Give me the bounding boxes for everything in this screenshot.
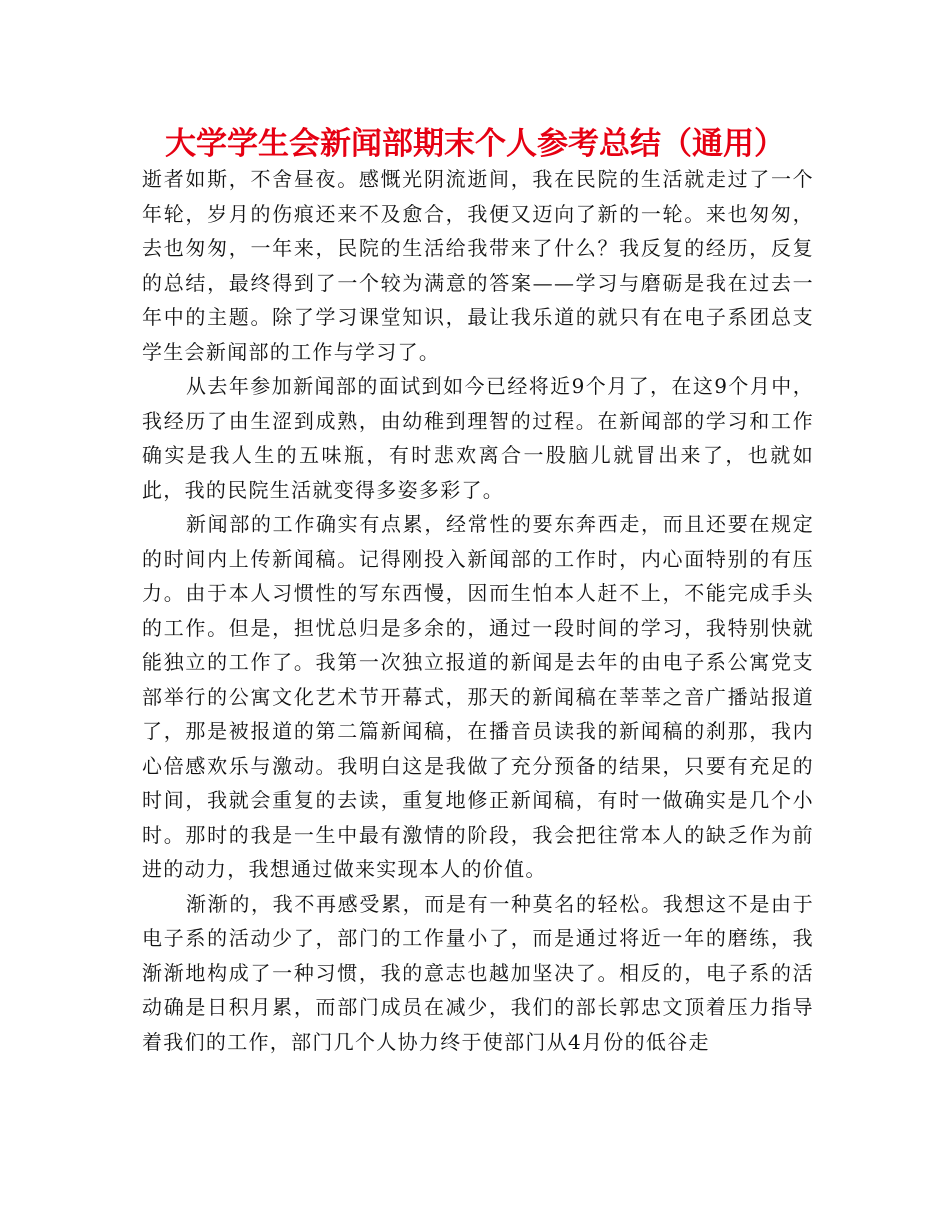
paragraph-4: 渐渐的，我不再感受累，而是有一种莫名的轻松。我想这不是由于电子系的活动少了，部门的工作量小了，而是通过将近一年的磨练，我渐渐地构成了一种习惯，我的意志也越加坚决了。相反的，电子系的活动确是日积月累，而部门成员在减少，我们的部长郭忠文顶着压力指导着我们的工作，部门几个人协力终于使部门从4月份的低谷走 [142,891,814,1054]
paragraph-1: 逝者如斯，不舍昼夜。感慨光阴流逝间，我在民院的生活就走过了一个年轮，岁月的伤痕还来不及愈合，我便又迈向了新的一轮。来也匆匆，去也匆匆，一年来，民院的生活给我带来了什么？我反复的经历，反复的总结，最终得到了一个较为满意的答案——学习与磨砺是我在过去一年中的主题。除了学习课堂知识，最让我乐道的就只有在电子系团总支学生会新闻部的工作与学习了。 [142,167,814,364]
document-body [142,162,814,1059]
document-title: 大学学生会新闻部期末个人参考总结（通用） [165,126,785,162]
paragraph-2: 从去年参加新闻部的面试到如今已经将近9个月了，在这9个月中，我经历了由生涩到成熟，由幼稚到理智的过程。在新闻部的学习和工作确实是我人生的五味瓶，有时悲欢离合一股脑儿就冒出来了，也就如此，我的民院生活就变得多姿多彩了。 [142,374,814,502]
paragraph-3: 新闻部的工作确实有点累，经常性的要东奔西走，而且还要在规定的时间内上传新闻稿。记得刚投入新闻部的工作时，内心面特别的有压力。由于本人习惯性的写东西慢，因而生怕本人赶不上，不能完成手头的工作。但是，担忧总归是多余的，通过一段时间的学习，我特别快就能独立的工作了。我第一次独立报道的新闻是去年的由电子系公寓党支部举行的公寓文化艺术节开幕式，那天的新闻稿在莘莘之音广播站报道了，那是被报道的第二篇新闻稿，在播音员读我的新闻稿的刹那，我内心倍感欢乐与激动。我明白这是我做了充分预备的结果，只要有充足的时间，我就会重复的去读，重复地修正新闻稿，有时一做确实是几个小时。那时的我是一生中最有激情的阶段，我会把往常本人的缺乏作为前进的动力，我想通过做来实现本人的价值。 [142,512,814,881]
